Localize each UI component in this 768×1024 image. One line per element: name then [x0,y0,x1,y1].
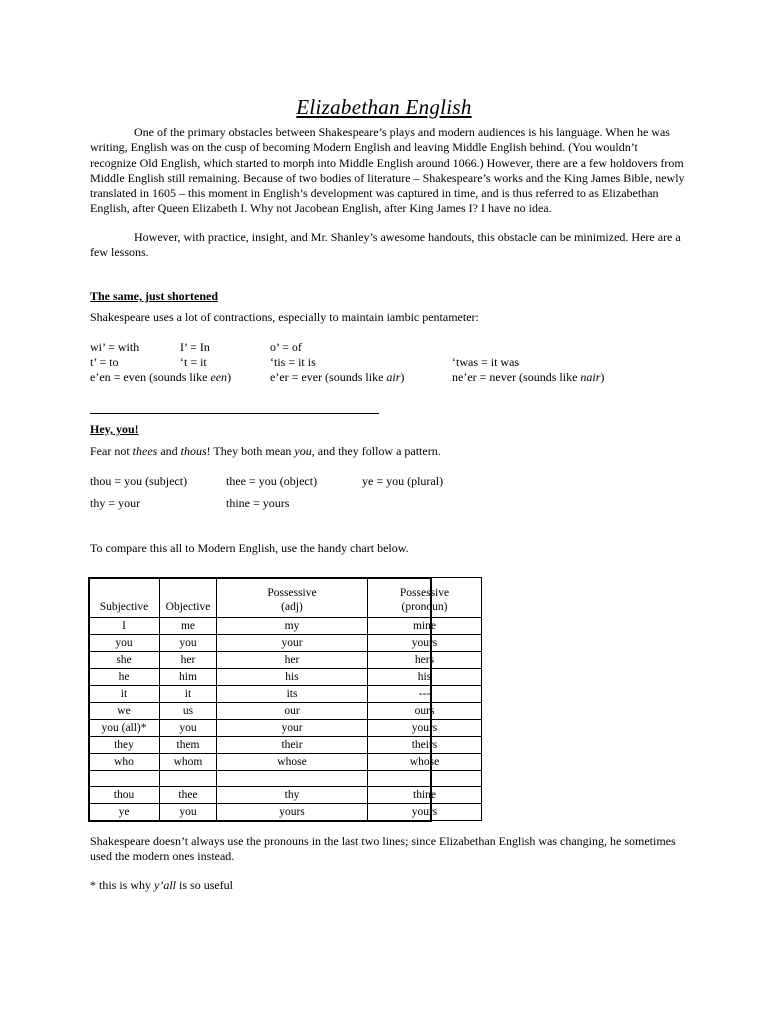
chart-cell-possessive-adj: whose [217,754,368,771]
intro-paragraph-1: One of the primary obstacles between Shakespeare’s plays and modern audiences is his language. When he was writing, English was on the cusp of becoming Modern English and leaving Middle English behind. (You wouldn’t recognize Old English, which started to morph into Middle English around 1066.) However, there are a few holdovers from Middle English still remaining. Because of two bodies of literature – Shakespeare’s works and the King James Bible, newly translated in 1605 – this moment in English’s development was captured in time, and is thus referred to as Elizabethan English, after Queen Elizabeth I. Why not Jacobean English, after King James I? I have no idea. [90,125,685,216]
pronoun-chart [88,577,482,821]
chart-header-subjective: Subjective [89,578,160,618]
chart-cell-possessive-adj: its [217,686,368,703]
page-title: Elizabethan English [296,95,472,119]
chart-cell-possessive-adj: thy [217,787,368,804]
chart-cell-possessive-pronoun: hers [368,652,482,669]
chart-cell-possessive-adj: his [217,669,368,686]
chart-cell-subjective: they [89,737,160,754]
chart-row [89,754,482,771]
contraction-wi: wi’ = with [90,340,140,354]
fear-not-line: Fear not thees and thous! They both mean you, and they follow a pattern. [90,444,441,458]
section-heading-shortened: The same, just shortened [90,289,218,303]
chart-cell-objective: whom [160,754,217,771]
chart-cell-possessive-pronoun: his [368,669,482,686]
chart-row [89,635,482,652]
chart-row [89,720,482,737]
chart-cell-subjective: who [89,754,160,771]
chart-cell-subjective: ye [89,804,160,821]
chart-cell-objective: you [160,804,217,821]
chart-cell-objective: him [160,669,217,686]
chart-cell-subjective: I [89,618,160,635]
chart-cell-subjective: you [89,635,160,652]
chart-cell-possessive-adj: their [217,737,368,754]
chart-cell-possessive-adj: my [217,618,368,635]
pronoun-thy: thy = your [90,496,141,510]
chart-row [89,703,482,720]
chart-cell-possessive-adj: your [217,635,368,652]
chart-cell-objective: you [160,635,217,652]
intro-paragraph-2: However, with practice, insight, and Mr. Shanley’s awesome handouts, this obstacle can be minimized. Here are a few lessons. [90,230,681,260]
chart-cell-possessive-pronoun: whose [368,754,482,771]
pronoun-ye: ye = you (plural) [362,474,444,488]
chart-cell-objective: them [160,737,217,754]
section-heading-hey-you: Hey, you! [90,422,139,436]
chart-cell-objective: thee [160,787,217,804]
chart-row [89,787,482,804]
contractions-intro: Shakespeare uses a lot of contractions, especially to maintain iambic pentameter: [90,310,479,324]
chart-cell-possessive-pronoun: --- [368,686,482,703]
chart-cell-objective: her [160,652,217,669]
contraction-eer: e’er = ever (sounds like air) [270,370,405,384]
chart-cell-objective: us [160,703,217,720]
chart-cell-possessive-pronoun: yours [368,720,482,737]
contraction-apos-t: ‘t = it [180,355,207,369]
chart-header-possessive-adj: Possessive (adj) [217,578,368,618]
contraction-t: t’ = to [90,355,119,369]
chart-row [89,737,482,754]
chart-cell-objective: it [160,686,217,703]
chart-row [89,771,482,787]
footnote-yall: * this is why y’all is so useful [90,878,234,892]
chart-header-row [89,578,482,618]
chart-cell-subjective: it [89,686,160,703]
contraction-twas: ‘twas = it was [452,355,520,369]
chart-cell-possessive-adj: our [217,703,368,720]
chart-cell-subjective [89,771,160,787]
chart-cell-subjective: thou [89,787,160,804]
chart-cell-possessive-pronoun: theirs [368,737,482,754]
chart-cell-possessive-adj [217,771,368,787]
chart-cell-possessive-pronoun: ours [368,703,482,720]
chart-cell-possessive-adj: her [217,652,368,669]
chart-row [89,618,482,635]
chart-cell-possessive-pronoun: yours [368,635,482,652]
chart-cell-subjective: you (all)* [89,720,160,737]
chart-header-objective: Objective [160,578,217,618]
contraction-o: o’ = of [270,340,302,354]
chart-header-possessive-pronoun: Possessive (pronoun) [368,578,482,618]
contraction-een: e’en = even (sounds like een) [90,370,232,384]
chart-cell-subjective: he [89,669,160,686]
pronoun-thou: thou = you (subject) [90,474,188,488]
contraction-tis: ‘tis = it is [270,355,316,369]
pronoun-thine: thine = yours [226,496,290,510]
chart-row [89,804,482,821]
chart-cell-subjective: we [89,703,160,720]
footer-note: Shakespeare doesn’t always use the pronouns in the last two lines; since Elizabethan English was changing, he sometimes used the modern ones instead. [90,834,676,864]
chart-cell-subjective: she [89,652,160,669]
contraction-i: I’ = In [180,340,210,354]
chart-cell-objective: me [160,618,217,635]
chart-row [89,669,482,686]
chart-cell-objective [160,771,217,787]
chart-cell-objective: you [160,720,217,737]
chart-cell-possessive-pronoun: thine [368,787,482,804]
chart-row [89,652,482,669]
contraction-neer: ne’er = never (sounds like nair) [452,370,605,384]
chart-cell-possessive-pronoun: yours [368,804,482,821]
section-divider [90,413,379,414]
chart-cell-possessive-adj: your [217,720,368,737]
chart-cell-possessive-pronoun: mine [368,618,482,635]
chart-cell-possessive-adj: yours [217,804,368,821]
pronoun-thee: thee = you (object) [226,474,318,488]
compare-line: To compare this all to Modern English, use the handy chart below. [90,541,409,555]
chart-row [89,686,482,703]
chart-cell-possessive-pronoun [368,771,482,787]
